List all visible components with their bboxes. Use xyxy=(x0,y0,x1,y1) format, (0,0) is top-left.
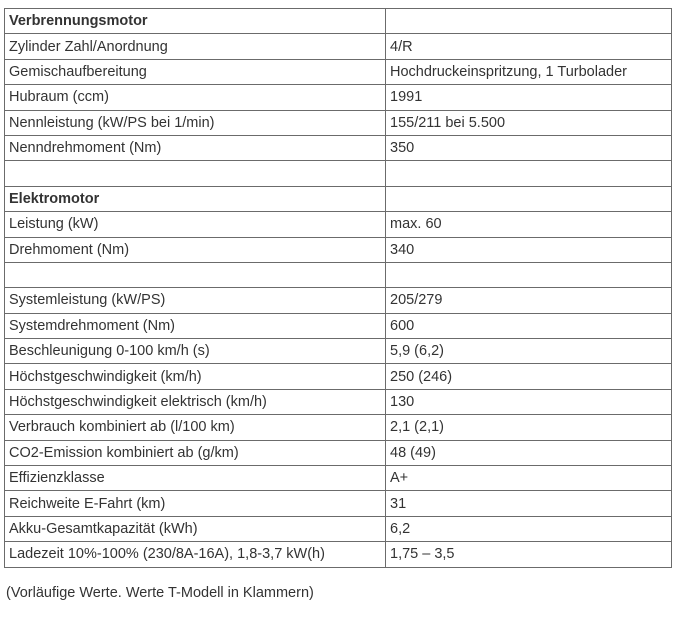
spacer-row xyxy=(5,262,672,287)
table-row xyxy=(5,313,672,338)
table-row xyxy=(5,237,672,262)
row-label: Effizienzklasse xyxy=(5,466,386,491)
row-value: 4/R xyxy=(386,34,672,59)
row-label: Höchstgeschwindigkeit (km/h) xyxy=(5,364,386,389)
row-value: 350 xyxy=(386,135,672,160)
row-label xyxy=(5,161,386,186)
table-row xyxy=(5,135,672,160)
row-value: 1991 xyxy=(386,85,672,110)
table-row xyxy=(5,34,672,59)
table-row xyxy=(5,85,672,110)
row-label: Gemischaufbereitung xyxy=(5,59,386,84)
table-row xyxy=(5,440,672,465)
table-row xyxy=(5,491,672,516)
table-row xyxy=(5,59,672,84)
row-value: 6,2 xyxy=(386,516,672,541)
row-value xyxy=(386,186,672,211)
table-row xyxy=(5,212,672,237)
table-row xyxy=(5,110,672,135)
table-row xyxy=(5,389,672,414)
row-value: A+ xyxy=(386,466,672,491)
row-label: Reichweite E-Fahrt (km) xyxy=(5,491,386,516)
row-value xyxy=(386,262,672,287)
row-label: Hubraum (ccm) xyxy=(5,85,386,110)
section-title: Verbrennungsmotor xyxy=(5,9,386,34)
row-label: Höchstgeschwindigkeit elektrisch (km/h) xyxy=(5,389,386,414)
row-value xyxy=(386,161,672,186)
spec-table-body xyxy=(5,9,672,568)
table-row xyxy=(5,364,672,389)
row-value: 31 xyxy=(386,491,672,516)
row-value: 1,75 – 3,5 xyxy=(386,542,672,567)
row-label: Nenndrehmoment (Nm) xyxy=(5,135,386,160)
table-row xyxy=(5,542,672,567)
row-label xyxy=(5,262,386,287)
row-value: 48 (49) xyxy=(386,440,672,465)
section-header-row xyxy=(5,186,672,211)
table-row xyxy=(5,339,672,364)
spec-table xyxy=(4,8,672,568)
row-label: Leistung (kW) xyxy=(5,212,386,237)
row-label: CO2-Emission kombiniert ab (g/km) xyxy=(5,440,386,465)
row-value: 205/279 xyxy=(386,288,672,313)
row-value: max. 60 xyxy=(386,212,672,237)
row-value: 600 xyxy=(386,313,672,338)
row-value: 5,9 (6,2) xyxy=(386,339,672,364)
row-label: Akku-Gesamtkapazität (kWh) xyxy=(5,516,386,541)
table-row xyxy=(5,516,672,541)
row-value: 2,1 (2,1) xyxy=(386,415,672,440)
row-label: Nennleistung (kW/PS bei 1/min) xyxy=(5,110,386,135)
table-row xyxy=(5,466,672,491)
row-label: Zylinder Zahl/Anordnung xyxy=(5,34,386,59)
row-label: Systemdrehmoment (Nm) xyxy=(5,313,386,338)
row-value: Hochdruckeinspritzung, 1 Turbolader xyxy=(386,59,672,84)
spacer-row xyxy=(5,161,672,186)
row-value: 340 xyxy=(386,237,672,262)
section-title: Elektromotor xyxy=(5,186,386,211)
row-value: 130 xyxy=(386,389,672,414)
table-row xyxy=(5,288,672,313)
footnote: (Vorläufige Werte. Werte T-Modell in Klammern) xyxy=(6,585,314,601)
table-row xyxy=(5,415,672,440)
row-label: Verbrauch kombiniert ab (l/100 km) xyxy=(5,415,386,440)
row-label: Ladezeit 10%-100% (230/8A-16A), 1,8-3,7 kW(h) xyxy=(5,542,386,567)
row-label: Beschleunigung 0-100 km/h (s) xyxy=(5,339,386,364)
row-value: 155/211 bei 5.500 xyxy=(386,110,672,135)
row-value: 250 (246) xyxy=(386,364,672,389)
row-value xyxy=(386,9,672,34)
section-header-row xyxy=(5,9,672,34)
row-label: Systemleistung (kW/PS) xyxy=(5,288,386,313)
row-label: Drehmoment (Nm) xyxy=(5,237,386,262)
